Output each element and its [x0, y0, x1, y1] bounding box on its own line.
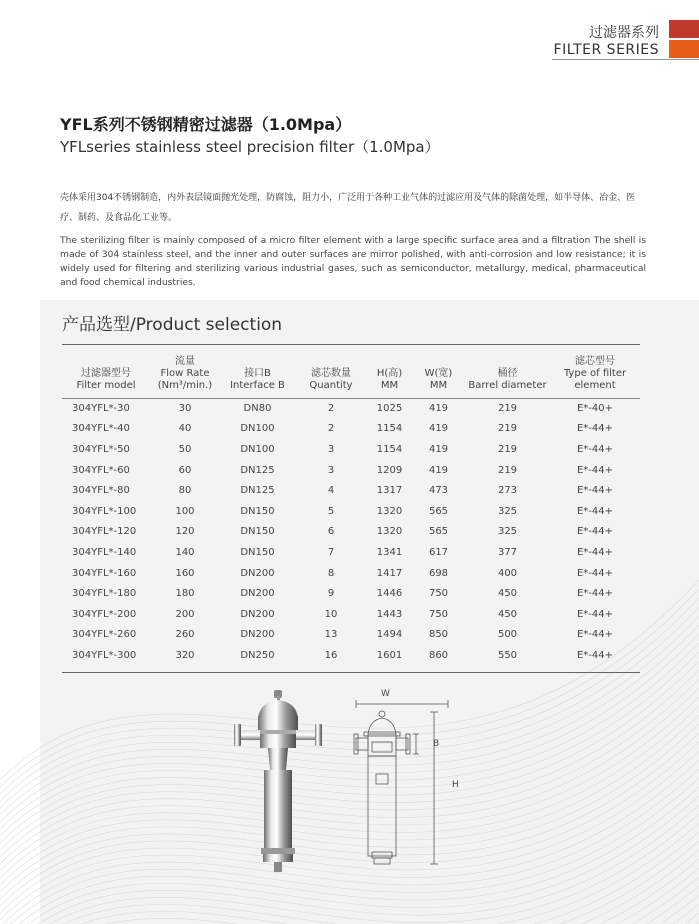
table-cell: 400 [497, 567, 518, 579]
table-cell: 8 [327, 567, 335, 579]
table-cell: E*-44+ [576, 443, 614, 455]
column-header: H(高) MM [376, 368, 403, 391]
table-cell: 320 [175, 649, 195, 661]
table-row [62, 522, 640, 543]
table-cell: E*-44+ [576, 505, 614, 517]
table-cell: 473 [428, 485, 449, 497]
table-cell: 1317 [376, 485, 403, 497]
description-cn: 壳体采用304不锈钢制造，内外表层镜面抛光处理，防腐蚀，阻力小，广泛用于各种工业气体的过滤应用及气体的除菌处理，如半导体、冶金、医疗、制药、及食品化工业等。 [60, 193, 636, 223]
table-row [62, 480, 640, 501]
table-cell: E*-40+ [576, 402, 614, 414]
column-header: 滤芯型号 Type of filter element [563, 356, 627, 391]
table-cell: DN150 [240, 546, 275, 558]
table-cell: E*-44+ [576, 588, 614, 600]
table-cell: 6 [327, 526, 335, 538]
table-cell: 325 [497, 526, 518, 538]
table-cell: 120 [175, 526, 195, 538]
table-cell: 260 [175, 629, 195, 641]
column-header: W(宽) MM [424, 368, 453, 391]
table-cell: 1154 [376, 423, 403, 435]
series-title-en: FILTER SERIES [553, 42, 659, 58]
table-row [62, 439, 640, 460]
table-cell: DN100 [240, 443, 275, 455]
table-cell: 698 [428, 567, 449, 579]
table-cell: 40 [178, 423, 192, 435]
table-cell: E*-44+ [576, 526, 614, 538]
table-cell: 304YFL*-120 [72, 526, 137, 538]
dimension-label-w: W [381, 689, 390, 699]
table-cell: 419 [428, 464, 449, 476]
table-cell: DN100 [240, 423, 275, 435]
table-cell: 219 [497, 423, 518, 435]
table-cell: 3 [327, 443, 335, 455]
product-title-cn: YFL系列不锈钢精密过滤器（1.0Mpa） [60, 115, 352, 134]
table-cell: 304YFL*-300 [72, 649, 137, 661]
table-cell: 100 [175, 505, 195, 517]
filter-product-photo [230, 690, 330, 880]
table-cell: 304YFL*-40 [72, 423, 130, 435]
table-cell: 419 [428, 402, 449, 414]
filter-dimension-drawing [350, 686, 470, 866]
description-en: The sterilizing filter is mainly composed of a micro filter element with a large specific surface area and a filtration The shell is made of 304 stainless steel, and the inner and outer surfaces are mirror polished, with anti-corrosion and low resistance; it is widely used for filtering and sterilizing various industrial gases, such as semiconductor, metallurgy, medical, pharmaceutical and food chemical industries. [60, 235, 646, 288]
table-cell: 325 [497, 505, 518, 517]
table-cell: E*-44+ [576, 464, 614, 476]
table-cell: 219 [497, 402, 518, 414]
column-header: 流量 Flow Rate (Nm³/min.) [157, 356, 213, 391]
table-cell: 304YFL*-140 [72, 546, 137, 558]
header-divider [552, 59, 699, 60]
table-cell: 750 [428, 588, 449, 600]
table-cell: 219 [497, 443, 518, 455]
table-cell: 1446 [376, 588, 403, 600]
section-title: 产品选型/Product selection [62, 315, 283, 335]
table-cell: 80 [178, 485, 192, 497]
table-cell: 1494 [376, 629, 403, 641]
table-cell: 304YFL*-160 [72, 567, 137, 579]
table-cell: 304YFL*-260 [72, 629, 137, 641]
section-title-rule [62, 344, 640, 345]
table-cell: 304YFL*-50 [72, 443, 130, 455]
table-cell: DN200 [240, 608, 275, 620]
table-cell: 30 [178, 402, 192, 414]
table-cell: 1320 [376, 526, 403, 538]
table-cell: 1601 [376, 649, 403, 661]
table-cell: DN125 [240, 485, 275, 497]
table-cell: 419 [428, 443, 449, 455]
table-cell: 60 [178, 464, 192, 476]
dimension-label-b: B [433, 739, 440, 749]
table-cell: DN200 [240, 567, 275, 579]
table-cell: 419 [428, 423, 449, 435]
table-cell: 5 [327, 505, 335, 517]
table-cell: 617 [428, 546, 449, 558]
table-cell: 4 [327, 485, 335, 497]
column-header: 接口B Interface B [230, 368, 285, 391]
table-cell: 304YFL*-80 [72, 485, 130, 497]
table-cell: 1443 [376, 608, 403, 620]
table-row [62, 542, 640, 563]
table-cell: E*-44+ [576, 629, 614, 641]
table-row [62, 398, 640, 419]
table-cell: DN200 [240, 629, 275, 641]
table-row [62, 604, 640, 625]
table-cell: 1341 [376, 546, 403, 558]
table-cell: 50 [178, 443, 192, 455]
table-cell: E*-44+ [576, 567, 614, 579]
table-cell: E*-44+ [576, 485, 614, 497]
table-cell: 565 [428, 505, 449, 517]
table-cell: 304YFL*-30 [72, 402, 130, 414]
table-cell: E*-44+ [576, 608, 614, 620]
table-cell: 850 [428, 629, 449, 641]
table-cell: DN150 [240, 505, 275, 517]
table-cell: 13 [324, 629, 338, 641]
column-header: 桶径 Barrel diameter [468, 368, 547, 391]
table-cell: E*-44+ [576, 649, 614, 661]
table-cell: 1025 [376, 402, 403, 414]
table-cell: 16 [324, 649, 338, 661]
series-title-cn: 过滤器系列 [589, 25, 659, 41]
table-cell: 500 [497, 629, 518, 641]
table-cell: E*-44+ [576, 546, 614, 558]
table-cell: 273 [497, 485, 518, 497]
table-cell: 180 [175, 588, 195, 600]
table-row [62, 563, 640, 584]
table-cell: 3 [327, 464, 335, 476]
table-row [62, 583, 640, 604]
table-cell: 450 [497, 588, 518, 600]
table-cell: DN80 [243, 402, 272, 414]
table-cell: 10 [324, 608, 338, 620]
table-row [62, 419, 640, 440]
table-cell: E*-44+ [576, 423, 614, 435]
table-cell: DN200 [240, 588, 275, 600]
product-selection-table [62, 356, 640, 666]
table-cell: 750 [428, 608, 449, 620]
table-cell: 550 [497, 649, 518, 661]
table-cell: 219 [497, 464, 518, 476]
table-cell: 1154 [376, 443, 403, 455]
column-header: 滤芯数量 Quantity [309, 368, 353, 391]
table-cell: 304YFL*-60 [72, 464, 130, 476]
table-bottom-rule [62, 672, 640, 673]
table-row [62, 645, 640, 666]
product-title-en: YFLseries stainless steel precision filter（1.0Mpa） [60, 138, 440, 156]
table-cell: 1209 [376, 464, 403, 476]
table-header-rule [62, 398, 640, 399]
table-cell: 377 [497, 546, 518, 558]
table-cell: 304YFL*-200 [72, 608, 137, 620]
column-header: 过滤器型号 Filter model [76, 368, 136, 391]
table-row [62, 625, 640, 646]
table-cell: 565 [428, 526, 449, 538]
table-cell: 1320 [376, 505, 403, 517]
table-cell: 9 [327, 588, 335, 600]
table-cell: 7 [327, 546, 335, 558]
dimension-label-h: H [452, 780, 459, 790]
table-cell: 200 [175, 608, 195, 620]
table-cell: 2 [327, 402, 335, 414]
table-cell: DN150 [240, 526, 275, 538]
table-cell: DN125 [240, 464, 275, 476]
accent-bar-red [669, 20, 699, 38]
table-cell: 140 [175, 546, 195, 558]
table-header-row [62, 356, 640, 398]
table-cell: 450 [497, 608, 518, 620]
table-cell: 304YFL*-180 [72, 588, 137, 600]
table-cell: 304YFL*-100 [72, 505, 137, 517]
table-row [62, 460, 640, 481]
table-cell: 1417 [376, 567, 403, 579]
accent-bar-orange [669, 40, 699, 58]
table-cell: 860 [428, 649, 449, 661]
table-cell: 160 [175, 567, 195, 579]
table-cell: DN250 [240, 649, 275, 661]
table-cell: 2 [327, 423, 335, 435]
table-row [62, 501, 640, 522]
